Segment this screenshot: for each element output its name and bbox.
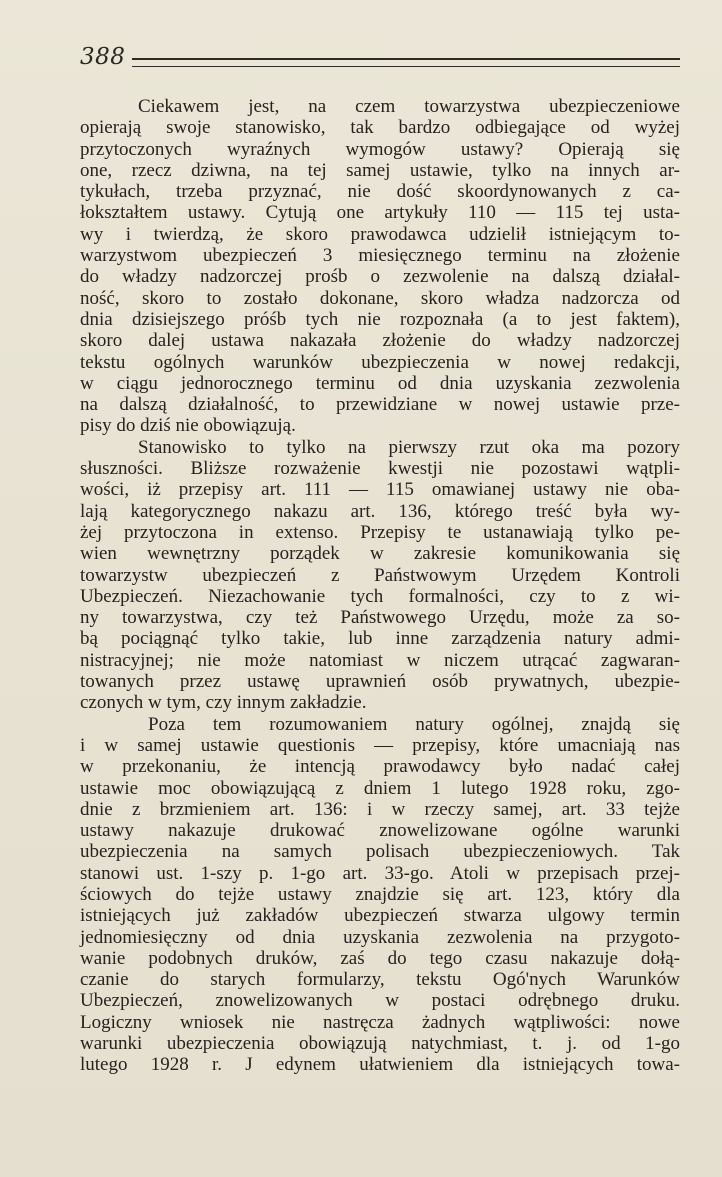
text-line: towarzystw ubezpieczeń z Państwowym Urzędem Kontroli: [80, 564, 680, 586]
text-line: Ubezpieczeń, znowelizowanych w postaci odrębnego druku.: [80, 990, 680, 1012]
text-line: tykułach, trzeba przyznać, nie dość skoordynowanych z ca-: [80, 181, 680, 203]
text-line: jednomiesięczny od dnia uzyskania zezwolenia na przygoto-: [80, 926, 680, 948]
text-line: łokształtem ustawy. Cytują one artykuły 110 — 115 tej usta-: [80, 202, 680, 224]
text-line: i w samej ustawie questionis — przepisy, które umacniają nas: [80, 734, 680, 756]
text-line: w ciągu jednorocznego terminu od dnia uzyskania zezwolenia: [80, 372, 680, 394]
page-header: [80, 44, 680, 74]
text-line: na dalszą działalność, to przewidziane w nowej ustawie prze-: [80, 394, 680, 416]
text-line: ny towarzystwa, czy też Państwowego Urzędu, może za so-: [80, 607, 680, 629]
text-line: Poza tem rozumowaniem natury ogólnej, znajdą się: [148, 713, 680, 735]
text-line: wy i twierdzą, że skoro prawodawca udzielił istniejącym to-: [80, 223, 680, 245]
text-line: dnie z brzmieniem art. 136: i w rzeczy samej, art. 33 tejże: [80, 798, 680, 820]
text-line: bą pociągnąć tylko takie, lub inne zarządzenia natury admi-: [80, 628, 680, 650]
text-line: słuszności. Bliższe rozważenie kwestji nie pozostawi wątpli-: [80, 458, 680, 480]
text-line: one, rzecz dziwna, na tej samej ustawie, tylko na innych ar-: [80, 159, 680, 181]
text-line: pisy do dziś nie obowiązują.: [80, 415, 296, 437]
text-line: opierają swoje stanowisko, tak bardzo odbiegające od wyżej: [80, 117, 680, 139]
text-line: ustawy nakazuje drukować znowelizowane ogólne warunki: [80, 820, 680, 842]
text-line: wanie podobnych druków, zaś do tego czasu nakazuje dołą-: [80, 947, 680, 969]
text-line: dnia dzisiejszego próśb tych nie rozpoznała (a to jest faktem),: [80, 308, 680, 330]
text-line: żej przytoczona in extenso. Przepisy te ustanawiają tylko pe-: [80, 521, 680, 543]
text-line: ściowych do tejże ustawy znajdzie się art. 123, który dla: [80, 883, 680, 905]
text-line: ność, skoro to zostało dokonane, skoro władza nadzorcza od: [80, 287, 680, 309]
text-line: tekstu ogólnych warunków ubezpieczenia w nowej redakcji,: [80, 351, 680, 373]
text-line: stanowi ust. 1-szy p. 1-go art. 33-go. Atoli w przepisach przej-: [80, 862, 680, 884]
paragraph: [80, 714, 680, 1076]
text-line: czonych w tym, czy innym zakładzie.: [80, 692, 367, 714]
text-line: warzystwom ubezpieczeń 3 miesięcznego terminu na złożenie: [80, 245, 680, 267]
paragraph: [80, 437, 680, 714]
text-line: w przekonaniu, że intencją prawodawcy było nadać całej: [80, 756, 680, 778]
text-line: wości, iż przepisy art. 111 — 115 omawianej ustawy nie oba-: [80, 479, 680, 501]
text-line: Ubezpieczeń. Niezachowanie tych formalności, czy to z wi-: [80, 585, 680, 607]
body-text: [80, 96, 680, 1076]
text-line: skoro dalej ustawa nakazała złożenie do władzy nadzorczej: [80, 330, 680, 352]
text-line: towanych przez ustawę uprawnień osób prywatnych, ubezpie-: [80, 671, 680, 693]
text-line: ubezpieczenia na samych polisach ubezpieczeniowych. Tak: [80, 841, 680, 863]
text-line: lają kategorycznego nakazu art. 136, którego treść była wy-: [80, 500, 680, 522]
paragraph: [80, 96, 680, 437]
text-line: Stanowisko to tylko na pierwszy rzut oka ma pozory: [138, 436, 680, 458]
text-line: do władzy nadzorczej prośb o zezwolenie na dalszą działal-: [80, 266, 680, 288]
text-line: lutego 1928 r. J edynem ułatwieniem dla istniejących towa-: [80, 1054, 680, 1076]
text-line: wien wewnętrzny porządek w zakresie komunikowania się: [80, 543, 680, 565]
text-line: czanie do starych formularzy, tekstu Ogó'nych Warunków: [80, 969, 680, 991]
text-line: warunki ubezpieczenia obowiązują natychmiast, t. j. od 1-go: [80, 1033, 680, 1055]
text-line: przytoczonych wyraźnych wymogów ustawy? Opierają się: [80, 138, 680, 160]
page-number: 388: [80, 44, 126, 70]
text-line: nistracyjnej; nie może natomiast w niczem utrącać zagwaran-: [80, 649, 680, 671]
text-line: ustawie moc obowiązującą z dniem 1 lutego 1928 roku, zgo-: [80, 777, 680, 799]
header-rule: [132, 58, 680, 67]
text-line: istniejących już zakładów ubezpieczeń stwarza ulgowy termin: [80, 905, 680, 927]
text-line: Ciekawem jest, na czem towarzystwa ubezpieczeniowe: [138, 96, 680, 117]
text-line: Logiczny wniosek nie nastręcza żadnych wątpliwości: nowe: [80, 1011, 680, 1033]
